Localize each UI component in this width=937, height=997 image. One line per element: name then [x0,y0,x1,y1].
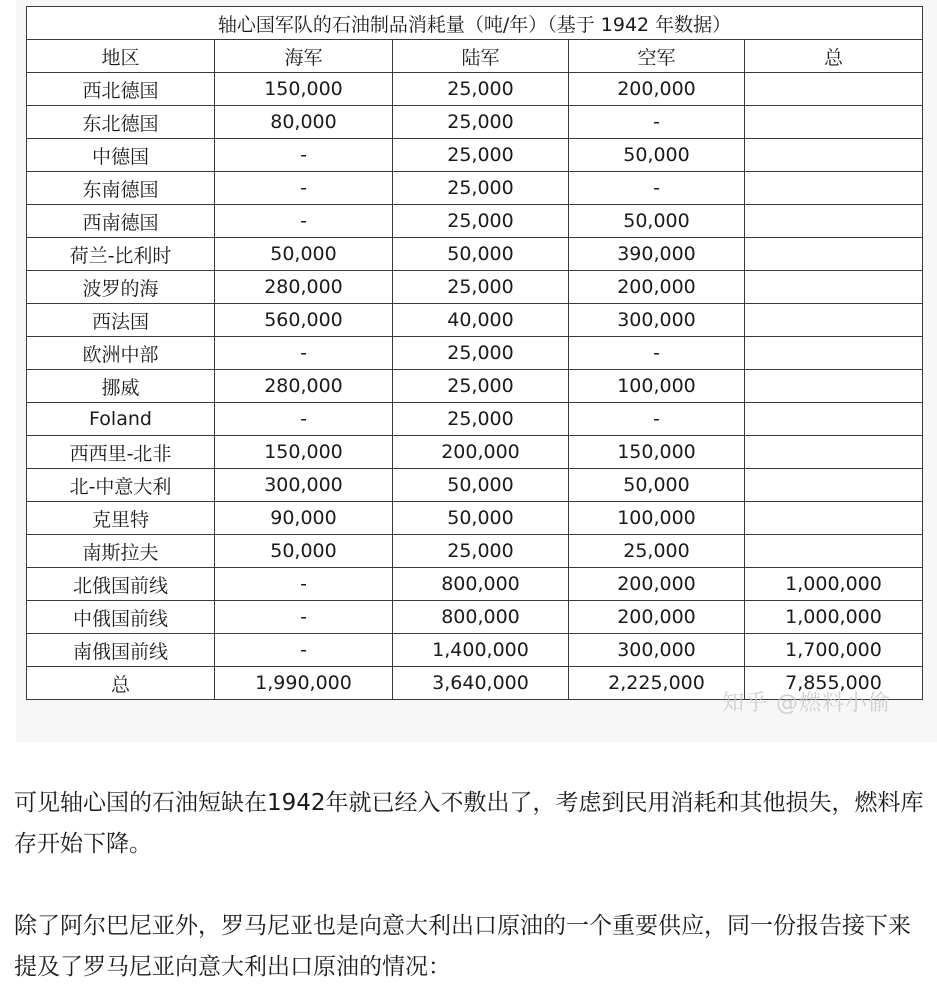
table-row [27,172,923,205]
value-cell: 200,000 [569,73,745,106]
value-cell [745,139,923,172]
value-cell: 800,000 [393,601,569,634]
value-cell: 280,000 [215,271,393,304]
oil-consumption-table [26,6,923,700]
region-cell: 北俄国前线 [27,568,215,601]
region-cell: 克里特 [27,502,215,535]
table-row [27,238,923,271]
total-cell: 1,990,000 [215,667,393,700]
table-header-row [27,40,923,73]
value-cell: 25,000 [393,535,569,568]
value-cell: 200,000 [569,601,745,634]
value-cell: 50,000 [215,535,393,568]
region-cell: 欧洲中部 [27,337,215,370]
value-cell [745,370,923,403]
value-cell: - [569,337,745,370]
total-cell: 2,225,000 [569,667,745,700]
value-cell: 1,700,000 [745,634,923,667]
column-header: 地区 [27,40,215,73]
value-cell: 100,000 [569,502,745,535]
region-cell: 西南德国 [27,205,215,238]
value-cell: 80,000 [215,106,393,139]
value-cell: 800,000 [393,568,569,601]
value-cell: 50,000 [215,238,393,271]
body-paragraph: 可见轴心国的石油短缺在1942年就已经入不敷出了，考虑到民用消耗和其他损失，燃料库存开始下降。 [14,790,924,857]
table-row [27,436,923,469]
region-cell: 中俄国前线 [27,601,215,634]
oil-consumption-table-image [16,0,937,742]
value-cell: 50,000 [569,139,745,172]
table-row [27,403,923,436]
body-paragraph: 除了阿尔巴尼亚外，罗马尼亚也是向意大利出口原油的一个重要供应，同一份报告接下来提及了罗马尼亚向意大利出口原油的情况： [14,913,911,980]
table-row [27,502,923,535]
value-cell: 200,000 [569,568,745,601]
value-cell: 300,000 [215,469,393,502]
value-cell: 50,000 [393,502,569,535]
value-cell: 25,000 [393,205,569,238]
value-cell [745,238,923,271]
region-cell: 南俄国前线 [27,634,215,667]
value-cell: - [215,337,393,370]
region-cell: 西北德国 [27,73,215,106]
table-row [27,568,923,601]
region-cell: 西法国 [27,304,215,337]
value-cell: 50,000 [569,205,745,238]
value-cell: - [569,403,745,436]
value-cell [745,73,923,106]
value-cell [745,106,923,139]
table-row [27,469,923,502]
value-cell: 50,000 [393,469,569,502]
total-label-cell: 总 [27,667,215,700]
value-cell: 390,000 [569,238,745,271]
region-cell: 东北德国 [27,106,215,139]
table-row [27,271,923,304]
table-row [27,601,923,634]
value-cell: 25,000 [393,106,569,139]
value-cell: - [569,106,745,139]
value-cell: 1,400,000 [393,634,569,667]
value-cell [745,436,923,469]
table-row [27,634,923,667]
value-cell: 150,000 [569,436,745,469]
region-cell: 中德国 [27,139,215,172]
value-cell: 300,000 [569,634,745,667]
table-row [27,106,923,139]
table-row [27,304,923,337]
region-cell: Foland [27,403,215,436]
value-cell [745,403,923,436]
value-cell [745,535,923,568]
value-cell: 50,000 [393,238,569,271]
value-cell: 25,000 [569,535,745,568]
value-cell: - [215,601,393,634]
value-cell: - [215,568,393,601]
value-cell: 50,000 [569,469,745,502]
value-cell [745,337,923,370]
region-cell: 东南德国 [27,172,215,205]
value-cell: 200,000 [393,436,569,469]
column-header: 空军 [569,40,745,73]
value-cell: - [215,172,393,205]
value-cell: - [215,634,393,667]
column-header: 海军 [215,40,393,73]
value-cell [745,469,923,502]
value-cell: 25,000 [393,370,569,403]
table-caption-row [27,7,923,40]
value-cell: 150,000 [215,73,393,106]
value-cell: - [215,205,393,238]
value-cell [745,271,923,304]
value-cell: 200,000 [569,271,745,304]
value-cell: 25,000 [393,73,569,106]
value-cell: 1,000,000 [745,601,923,634]
value-cell: 150,000 [215,436,393,469]
value-cell: 25,000 [393,271,569,304]
value-cell: 100,000 [569,370,745,403]
value-cell: 25,000 [393,337,569,370]
value-cell: 280,000 [215,370,393,403]
region-cell: 挪威 [27,370,215,403]
value-cell [745,502,923,535]
table-row [27,370,923,403]
region-cell: 南斯拉夫 [27,535,215,568]
value-cell [745,205,923,238]
column-header: 总 [745,40,923,73]
value-cell: 1,000,000 [745,568,923,601]
watermark: 知乎 @燃料小偷 [722,691,891,716]
value-cell: 25,000 [393,172,569,205]
column-header: 陆军 [393,40,569,73]
region-cell: 波罗的海 [27,271,215,304]
region-cell: 北-中意大利 [27,469,215,502]
value-cell: 40,000 [393,304,569,337]
table-row [27,73,923,106]
table-row [27,205,923,238]
value-cell: 25,000 [393,403,569,436]
value-cell: 25,000 [393,139,569,172]
value-cell: 300,000 [569,304,745,337]
table-row [27,139,923,172]
total-cell: 3,640,000 [393,667,569,700]
value-cell: 560,000 [215,304,393,337]
value-cell [745,304,923,337]
region-cell: 荷兰-比利时 [27,238,215,271]
region-cell: 西西里-北非 [27,436,215,469]
total-cell: 7,855,000 [745,667,923,700]
value-cell: - [215,139,393,172]
table-row [27,337,923,370]
table-body [27,73,923,667]
table-caption: 轴心国军队的石油制品消耗量（吨/年）（基于 1942 年数据） [27,7,923,40]
value-cell: 90,000 [215,502,393,535]
value-cell: - [215,403,393,436]
value-cell [745,172,923,205]
table-row [27,535,923,568]
value-cell: - [569,172,745,205]
